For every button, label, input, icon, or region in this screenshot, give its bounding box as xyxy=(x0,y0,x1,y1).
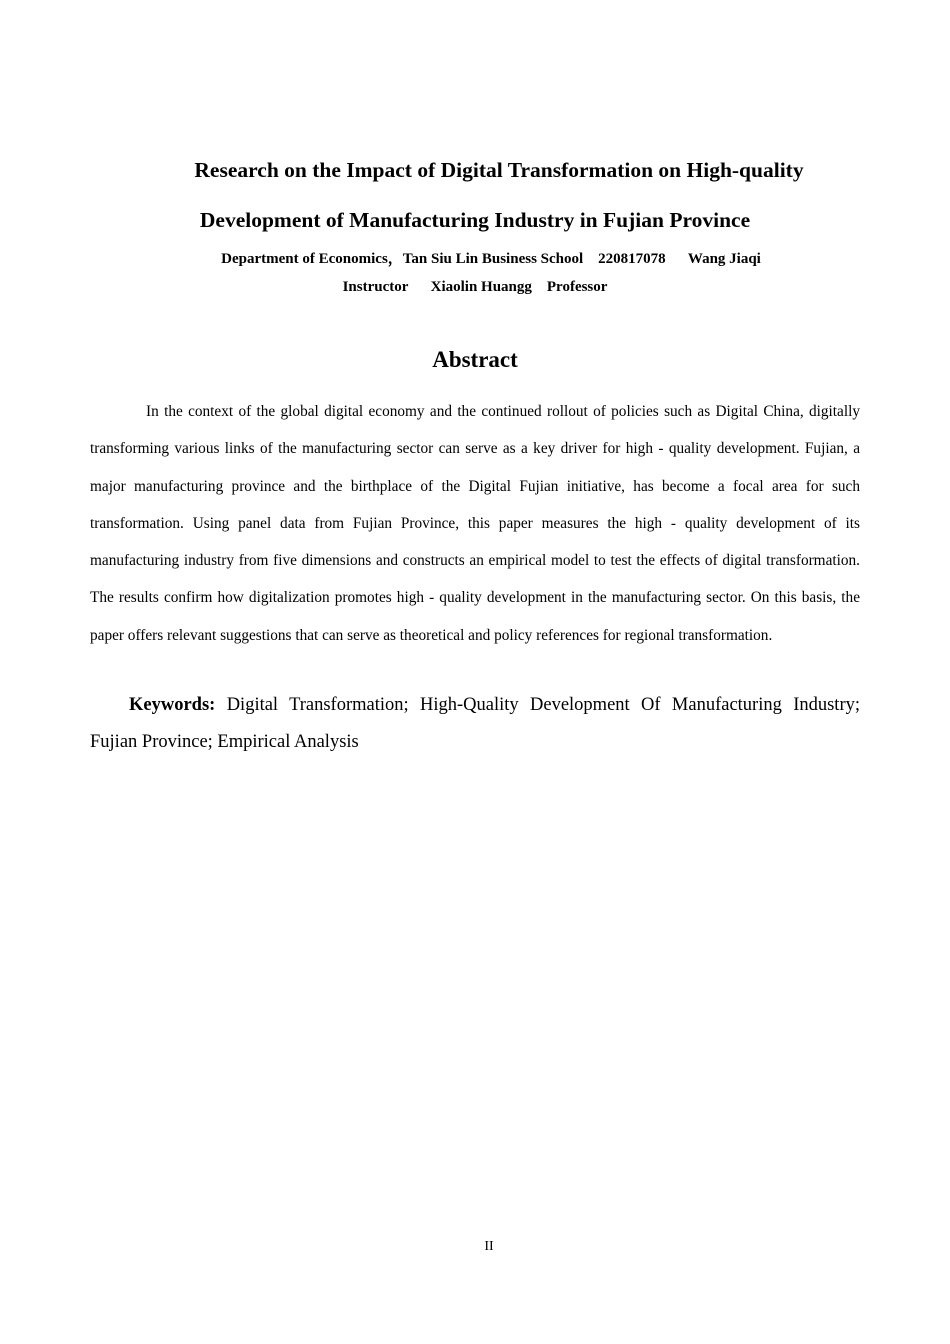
page-number: II xyxy=(484,1239,494,1254)
title-line-2: Development of Manufacturing Industry in Fujian Province xyxy=(199,208,751,232)
abstract-body: In the context of the global digital economy and the continued rollout of policies such as Digital China, digitally transforming various links of the manufacturing sector can serve as a key driver for high - quality development. Fujian, a major manufacturing province and the birthplace of the Digital Fujian initiative, has become a focal area for such transformation. Using panel data from Fujian Province, this paper measures the high - quality development of its manufacturing industry from five dimensions and constructs an empirical model to test the effects of digital transformation. The results confirm how digitalization promotes high - quality development in the manufacturing sector. On this basis, the paper offers relevant suggestions that can serve as theoretical and policy references for regional transformation. xyxy=(90,403,860,644)
keywords-block xyxy=(90,687,860,761)
title-line-1: Research on the Impact of Digital Transformation on High-quality xyxy=(194,158,804,182)
abstract-heading: Abstract xyxy=(432,347,518,372)
author-affiliation-line: Department of Economics，Tan Siu Lin Business School 220817078 Wang Jiaqi xyxy=(221,251,761,267)
keywords-label: Keywords: xyxy=(129,695,216,715)
instructor-line: Instructor Xiaolin Huangg Professor xyxy=(342,279,608,295)
keywords-text: Digital Transformation; High-Quality Development Of Manufacturing Industry; Fujian Province; Empirical Analysis xyxy=(90,695,860,752)
